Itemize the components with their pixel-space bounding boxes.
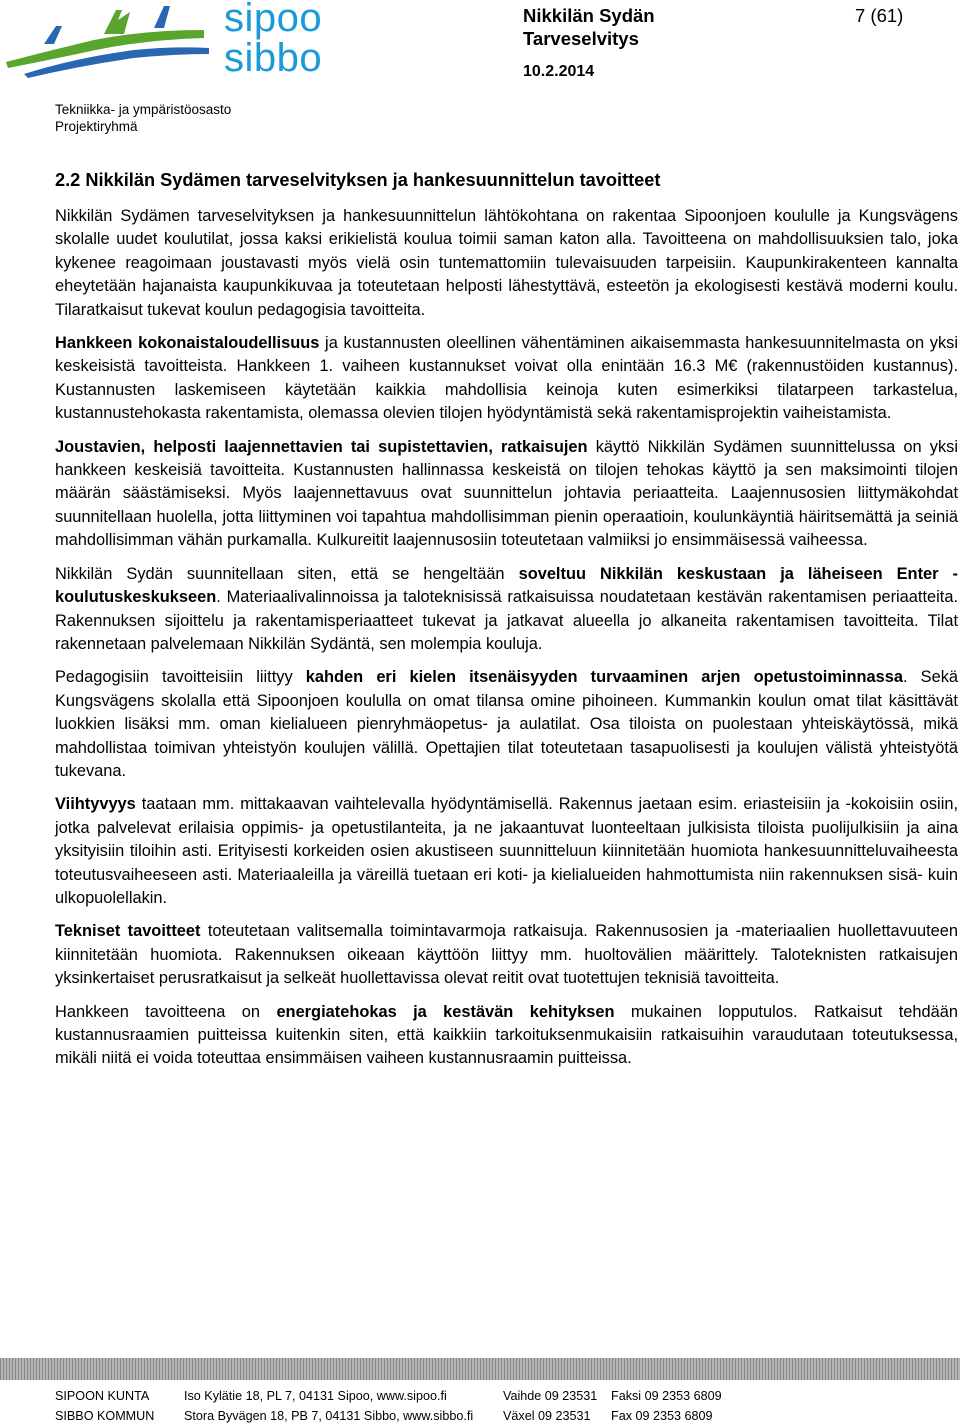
section-heading: 2.2 Nikkilän Sydämen tarveselvityksen ja hankesuunnittelun tavoitteet <box>55 170 661 190</box>
footer-address-sv: Stora Byvägen 18, PB 7, 04131 Sibbo, www.sibbo.fi <box>184 1409 474 1423</box>
emphasis-text: Joustavien, helposti laajennettavien tai supistettavien, ratkaisujen <box>55 437 588 456</box>
body-paragraph <box>55 793 958 910</box>
footer-phone-sv: Växel 09 23531 <box>503 1409 591 1423</box>
body-paragraph <box>55 920 958 990</box>
footer-fax-fi: Faksi 09 2353 6809 <box>611 1389 722 1403</box>
paragraph-text: Hankkeen tavoitteena on <box>55 1002 277 1021</box>
emphasis-text: energiatehokas ja kestävän kehityksen <box>276 1002 615 1021</box>
department-name: Tekniikka- ja ympäristöosasto <box>55 102 232 117</box>
paragraph-text: Nikkilän Sydän suunnitellaan siten, että se hengeltään <box>55 564 519 583</box>
paragraph-text: toteutetaan valitsemalla toimintavarmoja ratkaisuja. Rakennusosien ja -materiaalien huollettavuuteen kiinnitetään huomiota. Rakennuksen oikeaan käyttöön liittyy mm. huoltovälien määrittely. Taloteknisten ratkaisujen yksinkertaiset perusratkaisut ja selkeät huollettavissa olevat reitit ovat tuotettujen teknisiä tavoitteita. <box>55 922 958 988</box>
document-body <box>55 168 958 1081</box>
paragraph-text: ja kustannusten oleellinen vähentäminen aikaisemmasta hankesuunnitelmasta on yksi keskeisistä tavoitteista. Hankkeen 1. vaiheen kustannukset voivat olla enintään 16.3 M€ (rakennustöiden kustannus). Kustannusten laskemiseen käytetään kaikkia mahdollisia keinoja kuten esimerkiksi tilatarpeen tarkastelua, kustannustehokasta rakentamista, olemassa olevien tilojen hyödyntämistä sekä rakentamisprojektin vaiheistamista. <box>55 334 958 423</box>
logo-mark <box>4 4 219 78</box>
emphasis-text: soveltuu Nikkilän keskustaan ja läheiseen Enter -koulutuskeskukseen <box>55 564 959 607</box>
paragraph-text: . Materiaalivalinnoissa ja taloteknisissä ratkaisuissa noudatetaan kestävän rakentamisen periaatteita. Rakennuksen sijoittelu ja rakentamisperiaatteet tukevat ja jatkavat alueella jo alkaneita rakentamisen tavoitteita. Tilat rakennetaan palvelemaan Nikkilän Sydäntä, sen molempia kouluja. <box>55 588 958 653</box>
footer-org-sv: SIBBO KOMMUN <box>55 1409 155 1423</box>
paragraph-text: mukainen lopputulos. Ratkaisut tehdään kustannusraamien puitteissa kuitenkin siten, että kaikkiin tarkoituksenmukaisiin ratkaisuihin varaudutaan toteutuksessa, mikäli niitä ei voida toteuttaa ensimmäisen vaiheen kustannusraamin puitteissa. <box>55 1002 958 1068</box>
body-paragraph <box>55 205 958 322</box>
paragraph-text: Nikkilän Sydämen tarveselvityksen ja hankesuunnittelun lähtökohtana on rakentaa Sipoonjoen koululle ja Kungsvägens skolalle uudet koulutilat, jossa kaksi erikielistä koulua toimii saman katon alla. Tavoitteena on mahdollisuuksien talo, joka kykenee reagoimaan joustavasti myös vielä osin tuntemattomiin tulevaisuuden tarpeisiin. Kaupunkirakenteen kannalta eheytetään hajanaista kaupunkikuvaa ja toteutetaan helposti lähestyttävä, esteetön ja ekologisesti kestävä moderni koulu. Tilaratkaisut tukevat koulun pedagogisia tavoitteita. <box>55 207 958 319</box>
body-paragraph <box>55 332 958 426</box>
paragraph-text: . Sekä Kungsvägens skolalla että Sipoonjoen koululla on omat tilansa omine pihoineen. Kummankin koulun omat tilat käsittävät luokkien lisäksi mm. oman kielialueen pienryhmäopetus- ja aulatilat. Osa tiloista on puolestaan yhteiskäytössä, mikä mahdollistaa toimivan yhteistyön koulujen välillä. Opettajien tilat toteutetaan tasapuolisesti ja koulujen välistä yhteistyötä tukevana. <box>55 668 959 780</box>
document-date: 10.2.2014 <box>523 63 595 80</box>
emphasis-text: kahden eri kielen itsenäisyyden turvaaminen arjen opetustoiminnassa <box>305 668 903 687</box>
sipoo-sibbo-logo <box>4 0 334 80</box>
page-number: 7 (61) <box>855 5 904 26</box>
body-paragraph <box>55 1001 958 1071</box>
footer-divider <box>0 1358 960 1380</box>
logo-wordmark-sipoo: sipoo <box>224 0 323 40</box>
footer-phone-fi: Vaihde 09 23531 <box>503 1389 598 1403</box>
emphasis-text: Hankkeen kokonaistaloudellisuus <box>55 334 320 353</box>
emphasis-text: Viihtyvyys <box>55 795 136 814</box>
paragraph-text: Pedagogisiin tavoitteisiin liittyy <box>55 668 306 687</box>
body-paragraph <box>55 436 958 553</box>
body-paragraph <box>55 666 958 783</box>
logo-wordmark-sibbo: sibbo <box>224 36 323 80</box>
body-paragraph <box>55 563 958 657</box>
emphasis-text: Tekniset tavoitteet <box>55 922 201 941</box>
footer-address-fi: Iso Kylätie 18, PL 7, 04131 Sipoo, www.sipoo.fi <box>184 1389 447 1403</box>
paragraph-text: käyttö Nikkilän Sydämen suunnittelussa on yksi hankkeen keskeisiä tavoitteita. Kustannusten hallinnassa keskeistä on tilojen tehokas käyttö ja sen maksimointi tilojen määrän säästämiseksi. Myös laajennettavuus ovat suunnittelun johtavia periaatteita. Laajennusosien liittymäkohdat suunnitellaan huolella, jotta liittyminen voi tapahtua mahdollisimman pienin operaatioin, koulunkäyntiä häiritsemättä ja seiniä mahdollisimman vähän purkamalla. Kulkureitit laajennusosiin toteutetaan valmiiksi jo ensimmäisessä vaiheessa. <box>55 437 958 550</box>
footer-org-fi: SIPOON KUNTA <box>55 1389 150 1403</box>
paragraph-text: taataan mm. mittakaavan vaihtelevalla hyödyntämisellä. Rakennus jaetaan esim. eriasteisiin ja -kokoisiin osiin, jotka palvelevat erilaisia oppimis- ja opetustilanteita, ja ne jakaantuvat luonteeltaan julkisista tiloista puolijulkisiin ja aina yksityisiin tiloihin asti. Erityisesti korkeiden osien akustiseen suunnitteluun kiinnitetään huomiota hankesuunnitteluvaiheesta toteutusvaiheeseen asti. Materiaaleilla ja väreillä tuetaan eri koti- ja kielialueiden hahmottumista niin rakennuksen sisä- kuin ulkopuolellakin. <box>55 795 958 907</box>
document-title: Nikkilän Sydän <box>523 5 655 26</box>
document-subtitle: Tarveselvitys <box>523 28 639 49</box>
paragraph-list <box>55 205 958 1071</box>
footer-fax-sv: Fax 09 2353 6809 <box>611 1409 713 1423</box>
group-name: Projektiryhmä <box>55 119 138 134</box>
